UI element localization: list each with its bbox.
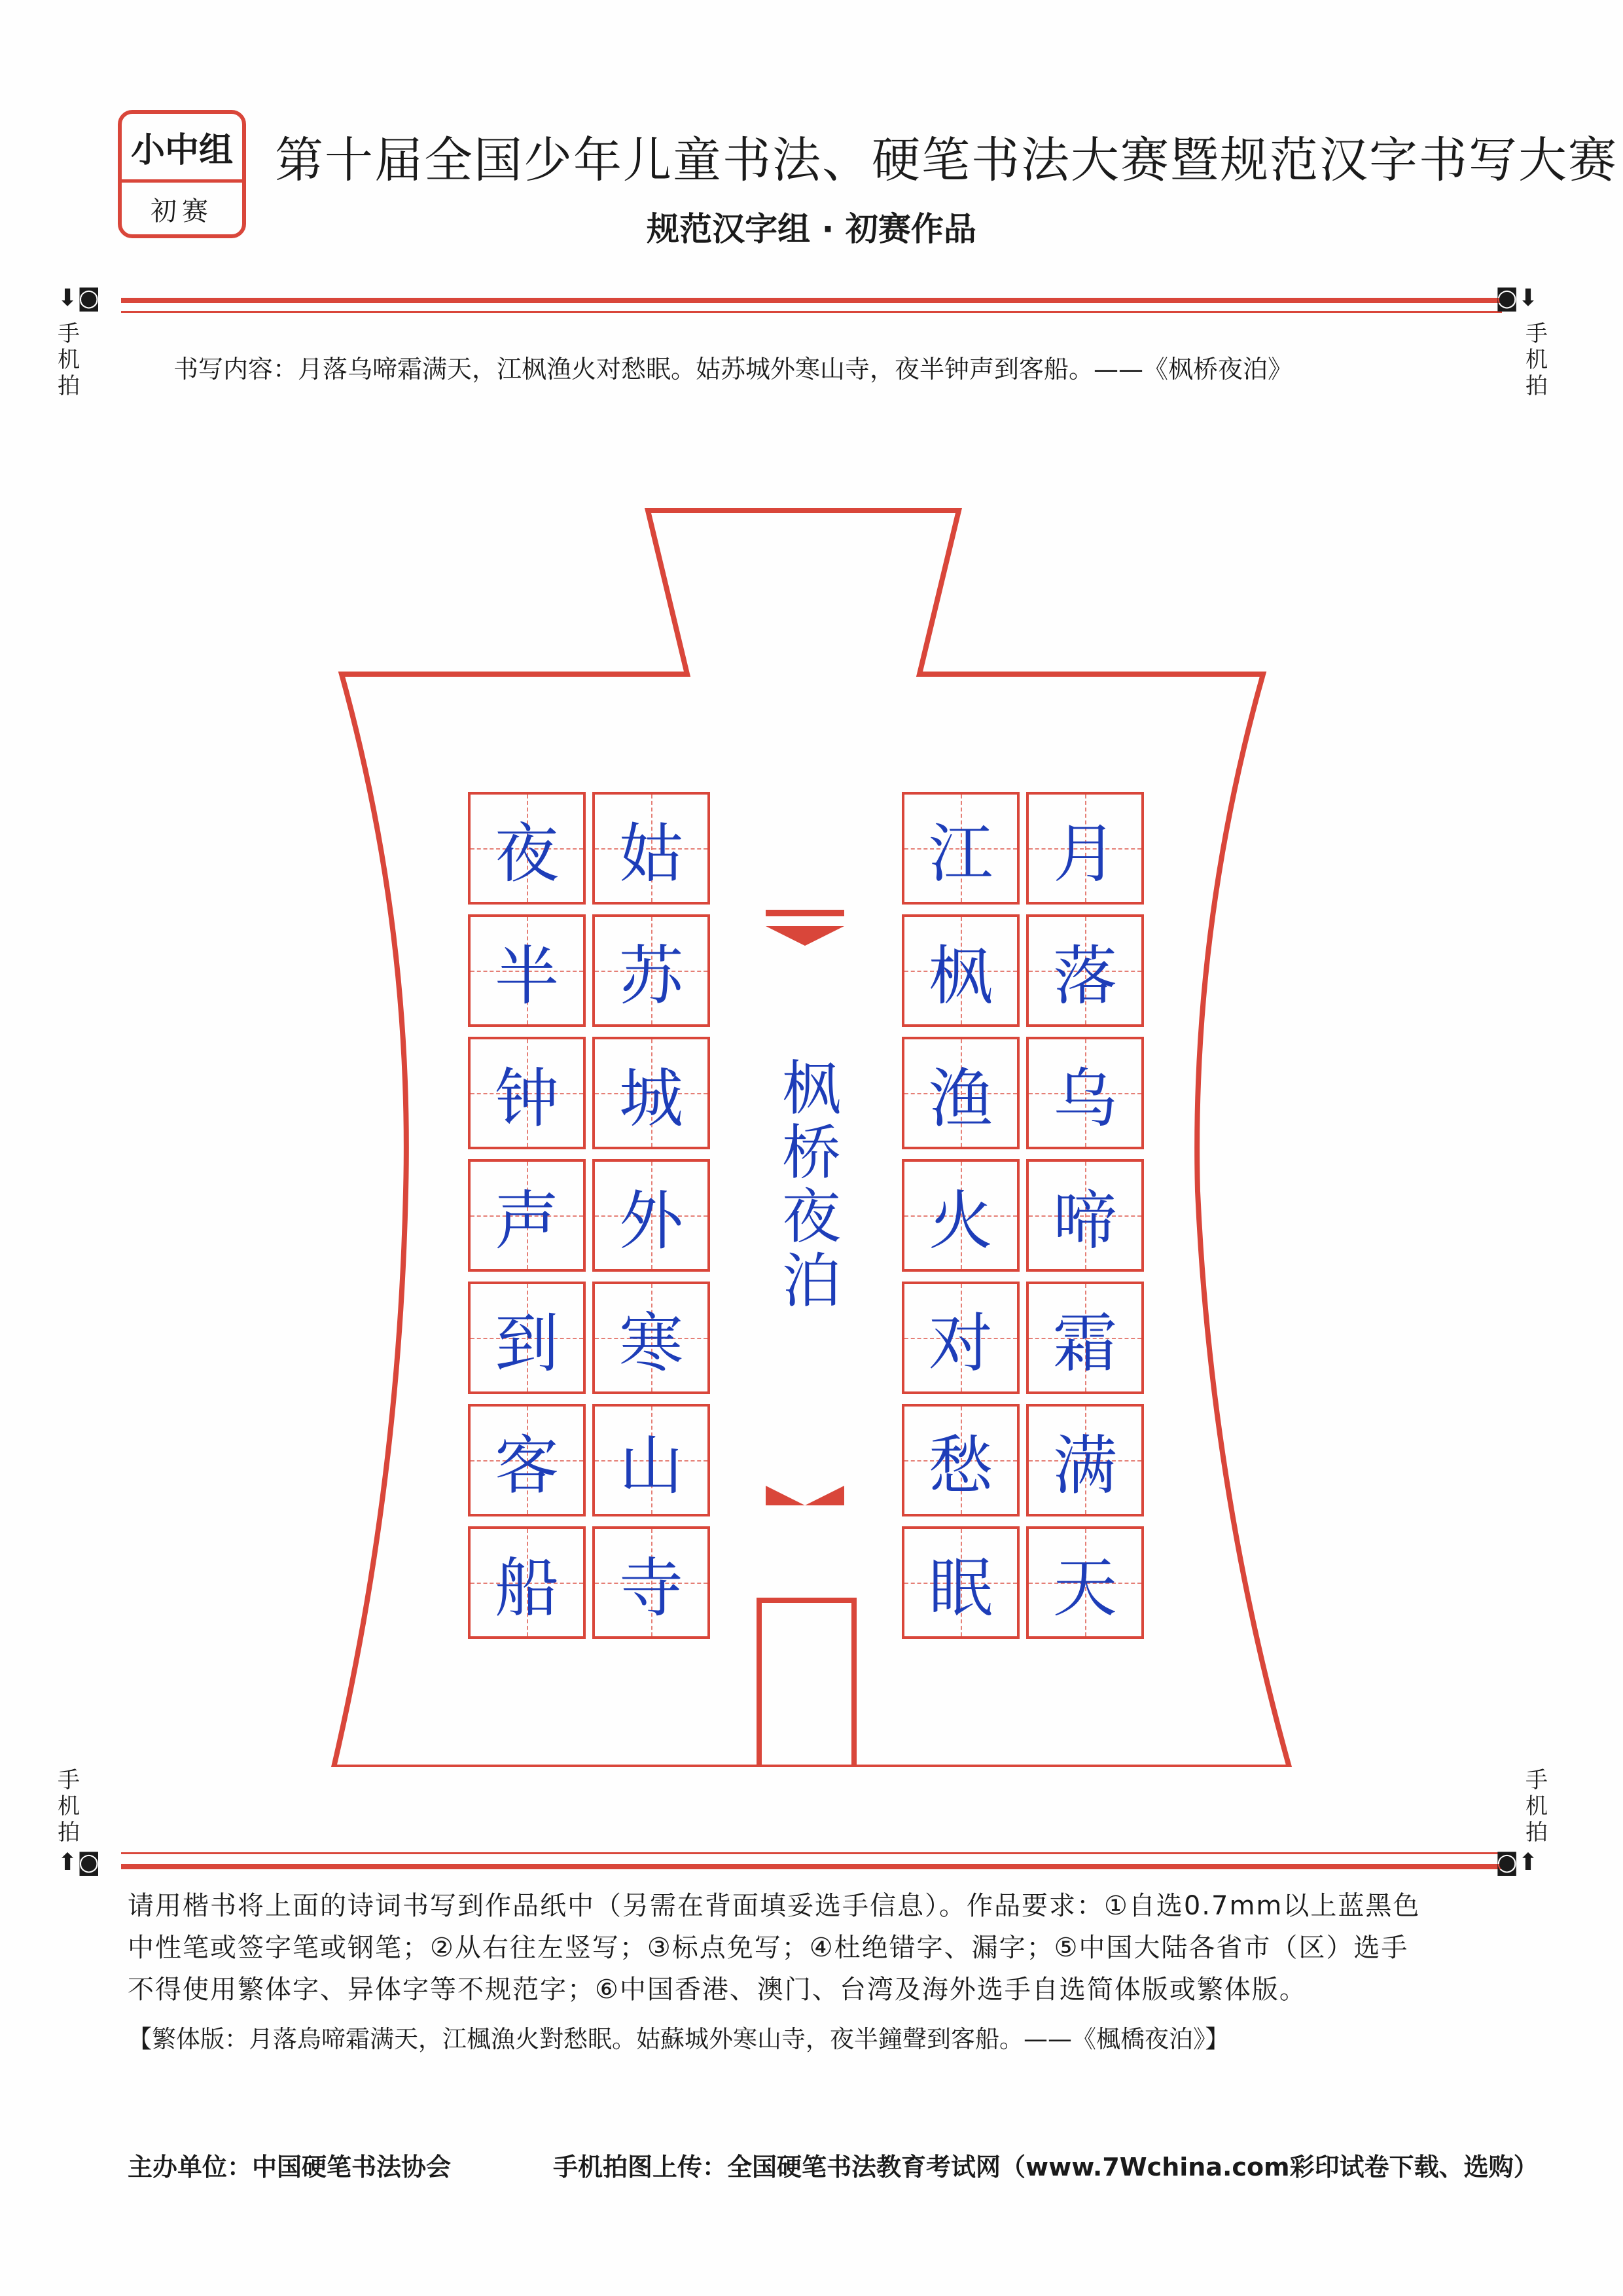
poem-character: 火: [928, 1183, 993, 1259]
poem-character: 对: [928, 1306, 993, 1381]
poem-character: 钟: [494, 1061, 559, 1136]
traditional-version: 【繁体版：月落烏啼霜满天，江楓漁火對愁眠。姑蘇城外寒山寺，夜半鐘聲到客船。——《楓橋夜泊》】: [128, 2025, 1230, 2053]
arrow-up-camera-icon: ⬆◙: [58, 1849, 101, 1876]
poem-character: 外: [618, 1183, 683, 1259]
poem-character: 江: [928, 816, 993, 891]
instructions-line1: 请用楷书将上面的诗词书写到作品纸中（另需在背面填妥选手信息）。作品要求：①自选0.7mm以上蓝黑色: [128, 1891, 1421, 1921]
arrow-camera-icon: ⬇◙: [58, 285, 101, 312]
badge-stage: 初赛: [151, 196, 213, 226]
poem-character: 寒: [618, 1306, 683, 1381]
poem-character: 船: [494, 1551, 559, 1626]
poem-character: 姑: [618, 816, 683, 891]
poem-character: 天: [1052, 1551, 1117, 1626]
footer-organizer: 主办单位：中国硬笔书法协会: [128, 2153, 452, 2181]
poem-character: 半: [494, 939, 559, 1014]
poem-character: 夜: [494, 816, 559, 891]
content-line: 书写内容：月落乌啼霜满天，江枫渔火对愁眠。姑苏城外寒山寺，夜半钟声到客船。——《枫桥夜泊》: [173, 355, 1293, 384]
poem-character: 城: [618, 1061, 683, 1136]
side-label-left-bottom: 手机拍: [58, 1767, 80, 1846]
poem-character: 枫: [928, 939, 993, 1014]
poem-character: 满: [1052, 1428, 1117, 1503]
poem-character: 愁: [928, 1428, 993, 1503]
camera-arrow-up-icon: ◙⬆: [1495, 1849, 1539, 1876]
side-label-right-top: 手机拍: [1525, 321, 1548, 399]
poem-character: 声: [494, 1183, 559, 1259]
page-subtitle: 规范汉字组 · 初赛作品: [647, 210, 976, 248]
poem-title: 枫桥夜泊: [782, 1054, 841, 1316]
poem-character: 月: [1052, 816, 1117, 891]
poem-character: 苏: [618, 939, 683, 1014]
poem-character: 寺: [618, 1551, 683, 1626]
poem-character: 眠: [928, 1551, 993, 1626]
ornament-top-arrow: [766, 926, 844, 946]
bottom-rule: [121, 1864, 1502, 1869]
instructions: [128, 1885, 1502, 2011]
poem-character: 啼: [1052, 1183, 1117, 1259]
side-label-right-bottom: 手机拍: [1525, 1767, 1548, 1846]
instructions-line2: 中性笔或签字笔或钢笔；②从右往左竖写；③标点免写；④杜绝错字、漏字；⑤中国大陆各省市（区）选手: [128, 1933, 1409, 1963]
poem-character: 到: [494, 1306, 559, 1381]
poem-character: 落: [1052, 939, 1117, 1014]
camera-arrow-icon: ◙⬇: [1495, 285, 1539, 312]
poem-character: 霜: [1052, 1306, 1117, 1381]
footer-upload: 手机拍图上传：全国硬笔书法教育考试网（www.7Wchina.com彩印试卷下载、选购）: [553, 2153, 1539, 2181]
poem-character: 渔: [928, 1061, 993, 1136]
instructions-line3: 不得使用繁体字、异体字等不规范字；⑥中国香港、澳门、台湾及海外选手自选简体版或繁体版。: [128, 1975, 1307, 2005]
bottom-rule-thin: [121, 1852, 1502, 1854]
top-rule: [121, 298, 1502, 303]
ornament-bottom: [766, 1486, 844, 1505]
page-title: 第十届全国少年儿童书法、硬笔书法大赛暨规范汉字书写大赛: [275, 132, 1618, 188]
top-rule-thin: [121, 311, 1502, 313]
ornament-top-bar: [766, 910, 844, 916]
poem-character: 客: [494, 1428, 559, 1503]
side-label-left-top: 手机拍: [58, 321, 80, 399]
poem-character: 乌: [1052, 1061, 1117, 1136]
poem-character: 山: [618, 1428, 683, 1503]
badge-group: 小中组: [122, 114, 242, 183]
